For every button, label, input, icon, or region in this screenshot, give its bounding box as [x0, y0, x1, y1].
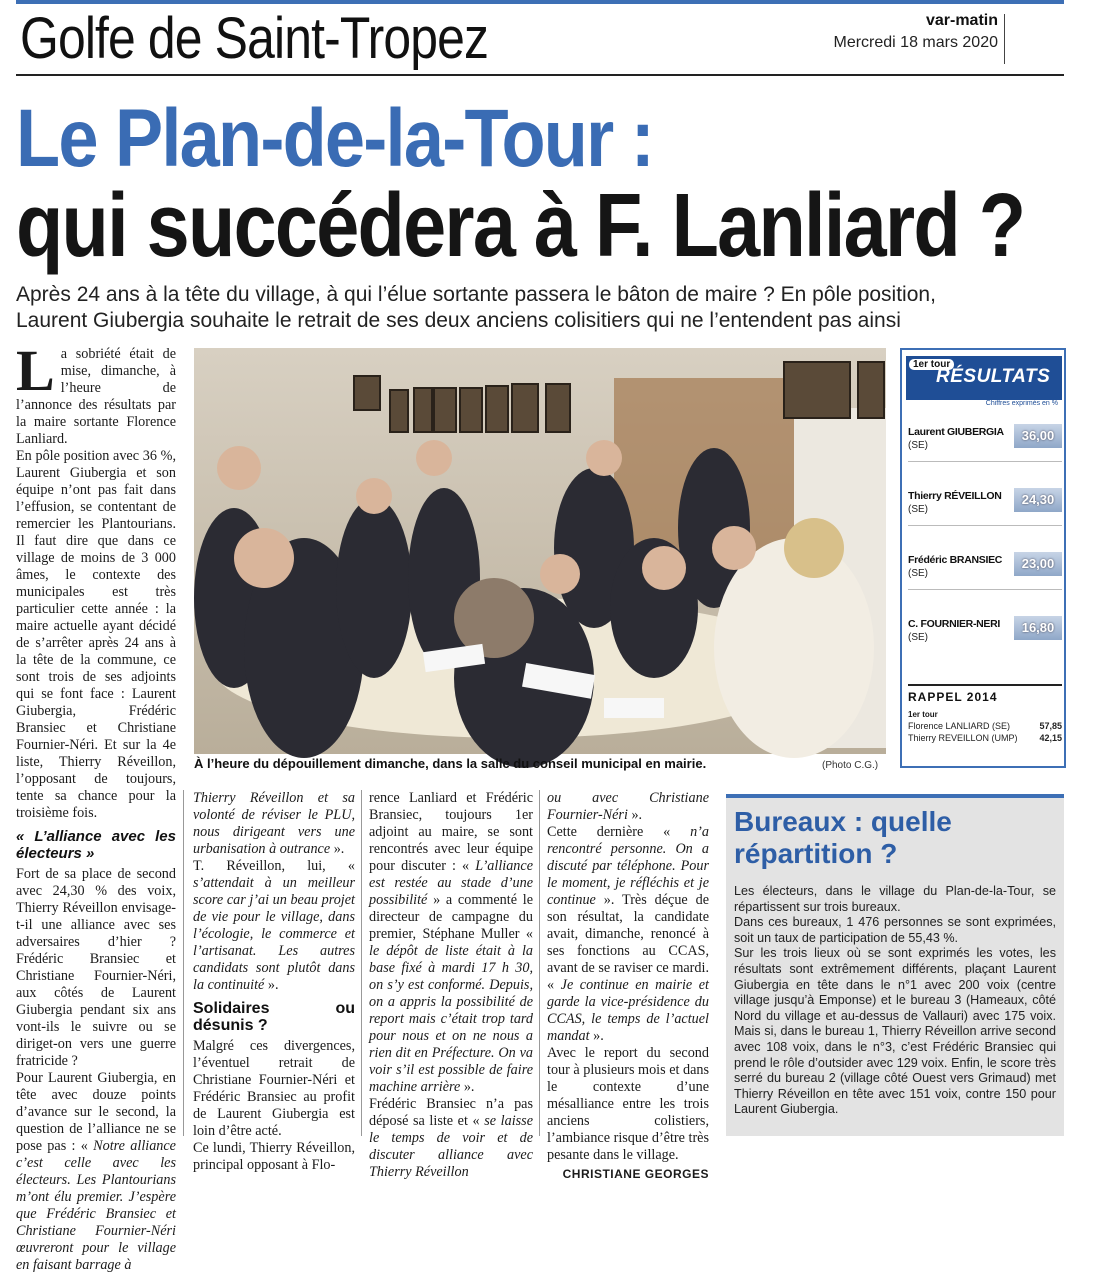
paragraph: Malgré ces divergences, l’éventuel retrait de Christiane Fournier-Néri et Frédéric Bransiec au profit de Laurent Giubergia est loin d’être acté. — [193, 1038, 355, 1139]
article-column-4 — [547, 790, 709, 1183]
subheading-solidaires: Solidaires ou désunis ? — [193, 1000, 355, 1034]
candidate-row — [908, 540, 1062, 590]
bureaux-title: Bureaux : quelle répartition ? — [734, 806, 952, 869]
bureaux-box — [726, 794, 1064, 1136]
candidate-party: (SE) — [908, 504, 928, 515]
paragraph: En pôle position avec 36 %, Laurent Giubergia et son équipe n’ont pas fait dans l’effusion, se contentant de remercier les Plantourians. Il faut dire que dans ce village de moins de 3 000 âmes, le contexte des municipales est très particulier cette année : la maire actuelle ayant décidé de s’arrêter après 24 ans à la tête de la commune, ce sont trois de ses adjoints qui se font face : Laurent Giubergia, Frédéric Bransiec et Christiane Fournier-Néri. Et sur la 4e liste, Thierry Réveillon, l’opposant de toujours, tente sa chance pour la troisième fois. — [16, 448, 176, 821]
paragraph-intro: La sobriété était de mise, dimanche, à l’heure de l’annonce des résultats par la maire sortante Florence Lanliard. — [16, 338, 176, 447]
author-signature: CHRISTIANE GEORGES — [562, 1167, 709, 1181]
results-subtitle: Chiffres exprimés en % — [985, 400, 1058, 407]
paragraph: Pour Laurent Giubergia, en tête avec douze points d’avance sur le second, la question de l’alliance ne se pose pas : « Notre alliance c’est celle avec les électeurs. Les Plantourians m’ont élu premier. J’espère que Frédéric Bransiec et Christiane Fournier-Néri œuvreront pour le village en faisant barrage à — [16, 1070, 176, 1273]
headline-line-1: Le Plan-de-la-Tour : — [16, 93, 653, 184]
paragraph: Sur les trois lieux où se sont exprimés les votes, les résultats sont extrêmement différents, plaçant Laurent Giubergia en tête dans le n°1 avec 200 voix (centre village jusqu’à Emponse) et le bureau 3 (Hameaux, côté Nord du village et au-dessus de Vallauri) avec 175 voix. Mais si, dans le bureau 1, Thierry Réveillon arrive second avec 108 voix, dans le n°3, c’est Frédéric Bransiec qui prend le rôle d’outsider avec 129 voix. Enfin, le score très serré du bureau 2 (village côté Ouest vers Grimaud) met Thierry Réveillon en tête avec 151 voix, contre 150 pour Laurent Giubergia. — [734, 946, 1056, 1117]
candidate-score: 16,80 — [1014, 616, 1062, 640]
candidate-party: (SE) — [908, 632, 928, 643]
column-rule — [539, 790, 540, 1136]
standfirst — [16, 282, 1076, 334]
rappel-title: RAPPEL 2014 — [908, 690, 998, 704]
header-rule — [16, 74, 1064, 76]
bureaux-text — [726, 870, 1064, 1118]
results-box — [900, 348, 1066, 768]
paragraph: Les électeurs, dans le village du Plan-de-la-Tour, se répartissent sur trois bureaux. — [734, 884, 1056, 914]
paragraph: T. Réveillon, lui, « s’attendait à un meilleur score car j’ai un beau projet de vie pour le village, dans l’écologie, le commerce et l’artisanat. Les autres candidats sont plutôt dans la continuité ». — [193, 858, 355, 993]
paragraph: Frédéric Bransiec n’a pas déposé sa liste et « se laisse le temps de voir et de discuter alliance avec Thierry Réveillon — [369, 1096, 533, 1180]
rappel-2014 — [908, 684, 1062, 743]
standfirst-line-1: Après 24 ans à la tête du village, à qui l’élue sortante passera le bâton de maire ? En pôle position, — [16, 283, 936, 306]
results-header — [906, 356, 1062, 400]
publication-date: Mercredi 18 mars 2020 — [833, 34, 998, 51]
paragraph: Dans ces bureaux, 1 476 personnes se sont exprimées, soit un taux de participation de 55,43 %. — [734, 915, 1056, 945]
rappel-line: Florence LANLIARD (SE) 57,85 — [908, 721, 1062, 731]
paragraph: Cette dernière « n’a rencontré personne. On a discuté par téléphone. Pour le moment, je réfléchis et je continue ». Très déçue de son résultat, la candidate avait, dimanche, renoncé à ses fonctions au CCAS, avant de se raviser ce mardi. « Je continue en mairie et garde la vice-présidence du CCAS, le temps de l’actuel mandat ». — [547, 824, 709, 1044]
column-rule — [183, 790, 184, 1136]
top-accent-line — [16, 0, 1064, 4]
drop-cap: L — [16, 338, 55, 403]
photo-credit: (Photo C.G.) — [822, 760, 879, 771]
candidate-score: 36,00 — [1014, 424, 1062, 448]
paragraph: Ce lundi, Thierry Réveillon, principal opposant à Flo- — [193, 1140, 355, 1173]
paragraph: ou avec Christiane Fournier-Néri ». — [547, 790, 709, 823]
candidate-name: Frédéric BRANSIEC — [908, 554, 1003, 566]
candidate-name: Laurent GIUBERGIA — [908, 426, 1004, 438]
photo-vote-counting — [194, 348, 886, 754]
headline-line-2: qui succédera à F. Lanliard ? — [16, 176, 1025, 276]
candidate-score: 24,30 — [1014, 488, 1062, 512]
header-divider — [1004, 14, 1005, 64]
article-photo — [194, 348, 886, 754]
candidate-party: (SE) — [908, 440, 928, 451]
article-column-1 — [16, 338, 176, 1274]
rappel-line: Thierry REVEILLON (UMP) 42,15 — [908, 733, 1062, 743]
section-title: Golfe de Saint-Tropez — [20, 6, 489, 71]
rappel-round: 1er tour — [908, 710, 938, 719]
paragraph: Thierry Réveillon et sa volonté de réviser le PLU, nous dirigeant vers une urbanisation à outrance ». — [193, 790, 355, 857]
newspaper-brand: var-matin — [925, 12, 998, 29]
photo-caption: À l’heure du dépouillement dimanche, dans la salle du conseil municipal en mairie. — [194, 756, 707, 771]
standfirst-line-2: Laurent Giubergia souhaite le retrait de ses deux anciens colisitiers qui ne l’entendent pas ainsi — [16, 309, 901, 332]
candidate-score: 23,00 — [1014, 552, 1062, 576]
candidate-party: (SE) — [908, 568, 928, 579]
candidate-row — [908, 412, 1062, 462]
candidate-name: C. FOURNIER-NERI — [908, 618, 1001, 630]
results-title: RÉSULTATS — [936, 366, 1051, 387]
article-column-3 — [369, 790, 533, 1181]
subheading-alliance: « L’alliance avec les électeurs » — [16, 828, 176, 862]
paragraph: rence Lanliard et Frédéric Bransiec, toujours 1er adjoint au maire, se sont rencontrés avec leur équipe pour discuter : « L’alliance est restée au stade d’une possibilité » a commenté le directeur de campagne du premier, Stéphane Muller « le dépôt de liste était à la base fixé à mardi 17 h 30, on s’y est conformé. Depuis, on a appris la possibilité de report mais c’était trop tard pour nous et on ne nous a rien dit en Préfecture. On va voir s’il est possible de faire machine arrière ». — [369, 790, 533, 1095]
results-round-badge: 1er tour — [908, 358, 955, 371]
article-column-2 — [193, 790, 355, 1174]
paragraph: Avec le report du second tour à plusieurs mois et dans le contexte d’une mésalliance entre les trois anciens colistiers, l’ambiance risque d’être très pesante dans le village. — [547, 1045, 709, 1163]
candidate-row — [908, 604, 1062, 654]
candidate-name: Thierry RÉVEILLON — [908, 490, 1002, 502]
candidate-row — [908, 476, 1062, 526]
column-rule — [361, 790, 362, 1136]
paragraph: Fort de sa place de second avec 24,30 % des voix, Thierry Réveillon envisage-t-il une alliance avec ses adversaires d’hier ? Frédéric Bransiec et Christiane Fournier-Néri, aux côtés de Laurent Giubergia pendant six ans vont-ils le suivre ou se diriget-on vers une guerre fratricide ? — [16, 866, 176, 1069]
